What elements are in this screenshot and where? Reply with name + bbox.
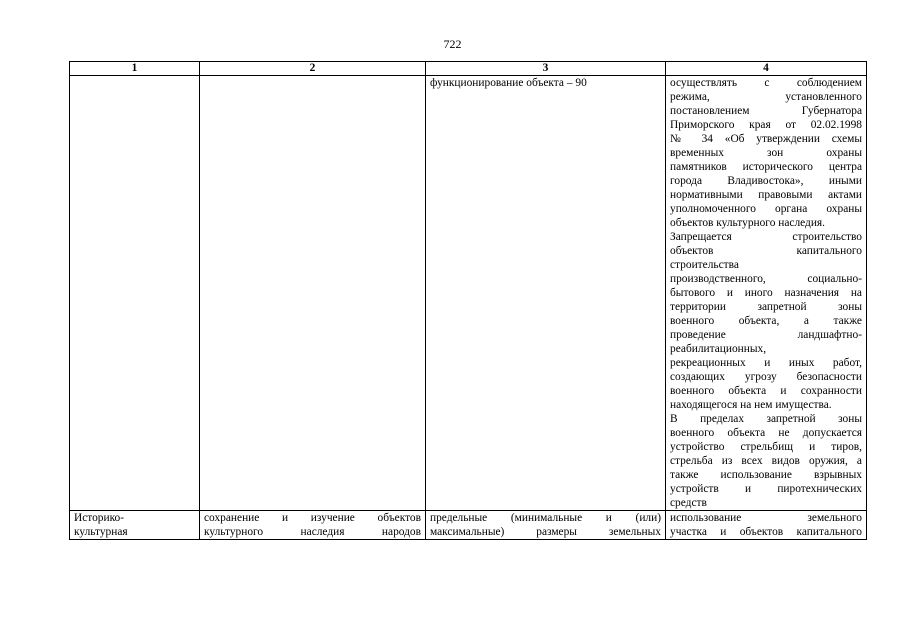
row1-col4-line: объектов культурного наследия. [670,217,826,229]
row1-col4-line: города Владивостока», иными [670,175,862,187]
row2-col1-line: культурная [74,526,128,538]
row2-col4-cell [666,511,867,540]
row1-col4-line: создающих угрозу безопасности [670,371,862,383]
row1-col4-line: памятников исторического центра [670,161,862,173]
page-number: 722 [443,37,462,51]
row1-col4-line: Запрещается строительство [670,231,862,243]
row1-col4-line: В пределах запретной зоны [670,413,862,425]
row1-col4-line: проведение ландшафтно- [670,329,862,341]
row1-col4-line: производственного, социально- [670,273,862,285]
column-header-2: 2 [200,62,426,76]
row1-col4-line: военного объекта, а также [670,315,862,327]
row2-col3-line: максимальные) размеры земельных [430,526,661,538]
row1-col4-line: уполномоченного органа охраны [670,203,862,215]
row2-col2-line: культурного наследия народов [204,526,421,538]
column-header-3: 3 [426,62,666,76]
row1-col4-line: также использование взрывных [670,469,862,481]
row1-col4-line: Приморского края от 02.02.1998 [670,119,862,131]
row1-col3-cell [426,76,666,511]
row1-col4-line: находящегося на нем имущества. [670,399,832,411]
row2-col3-cell [426,511,666,540]
table-header-row [70,62,867,76]
row2-col1-cell [70,511,200,540]
row1-col4-line: территории запретной зоны [670,301,862,313]
row1-col4-line: стрельба из всех видов оружия, а [670,455,862,467]
row1-col4-line: устройство стрельбищ и тиров, [670,441,862,453]
row1-col4-line: устройств и пиротехнических [670,483,862,495]
row2-col3-line: предельные (минимальные и (или) [430,512,661,524]
row1-col4-line: осуществлять с соблюдением [670,77,862,89]
row1-col4-line: военного объекта не допускается [670,427,862,439]
row1-col4-line: постановлением Губернатора [670,105,862,117]
column-header-1: 1 [70,62,200,76]
table-row [70,76,867,511]
row1-col4-line: рекреационных и иных работ, [670,357,862,369]
row2-col4-line: использование земельного [670,512,862,524]
row2-col2-line: сохранение и изучение объектов [204,512,421,524]
row2-col2-cell [200,511,426,540]
row1-col4-line: режима, установленного [670,91,862,103]
row1-col4-line: реабилитационных, [670,343,767,355]
row1-col4-line: строительства [670,259,739,271]
row1-col4-line: военного объекта и сохранности [670,385,862,397]
row1-col1-cell [70,76,200,511]
row1-col4-line: бытового и иного назначения на [670,287,862,299]
row1-col2-cell [200,76,426,511]
document-table [69,61,867,540]
row1-col3-text: функционирование объекта – 90 [430,77,587,89]
table-row [70,511,867,540]
row2-col1-line: Историко- [74,512,125,524]
row1-col4-line: № 34 «Об утверждении схемы [670,133,862,145]
row1-col4-line: объектов капитального [670,245,862,257]
row1-col4-line: временных зон охраны [670,147,862,159]
row2-col4-line: участка и объектов капитального [670,526,862,538]
row1-col4-cell [666,76,867,511]
row1-col4-line: нормативными правовыми актами [670,189,862,201]
row1-col4-line: средств [670,497,707,509]
column-header-4: 4 [666,62,867,76]
